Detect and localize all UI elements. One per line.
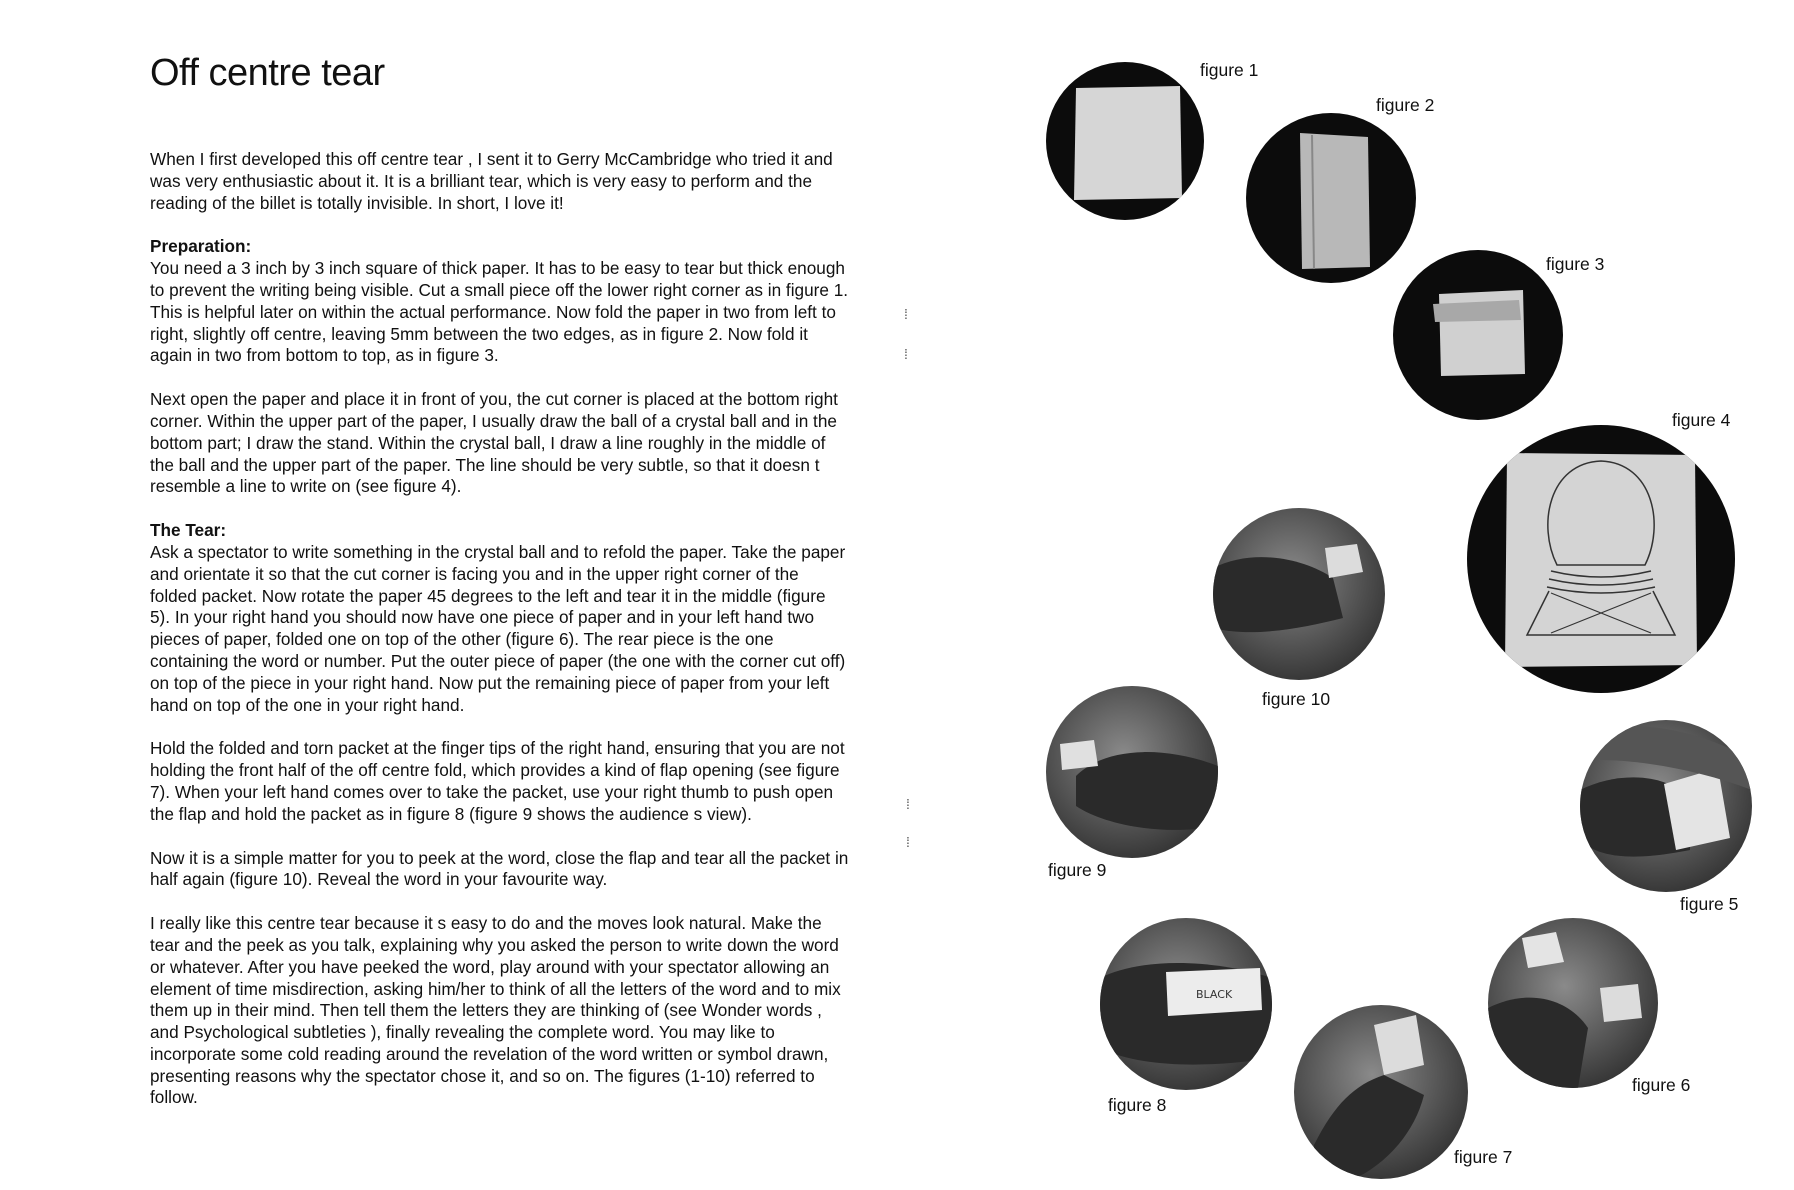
scan-mark: ⁞: [906, 834, 910, 850]
figure-7-label: figure 7: [1454, 1147, 1513, 1167]
tear-text: Ask a spectator to write something in the crystal ball and to refold the paper. Take the paper and orientate it so that the cut corner is facing you and in the upper right corner of the folded packet. Now rotate the paper 45 degrees to the left and tear it in the middle (figure 5). In your right hand you should now have one piece of paper and in your left hand two pieces of paper, folded one on top of the other (figure 6). The rear piece is the one containing the word or number. Put the outer piece of paper (the one with the corner cut off) on top of the piece in your right hand. Now put the remaining piece of paper from your left hand on top of the one in your right hand.: [150, 541, 846, 715]
hold-paragraph: Hold the folded and torn packet at the finger tips of the right hand, ensuring that you are not holding the front half of the off centre fold, which provides a kind of flap opening (see figure 7). When your left hand comes over to take the packet, use your right thumb to push open the flap and hold the packet as in figure 8 (figure 9 shows the audience s view).: [150, 738, 845, 824]
scan-mark: ⁞: [906, 796, 910, 812]
figure-3-label: figure 3: [1546, 254, 1605, 274]
figure-8-label: figure 8: [1108, 1095, 1167, 1115]
figure-10-photo: [1213, 508, 1385, 680]
figure-7-photo: [1294, 1005, 1468, 1179]
peek-slip-icon: [1100, 918, 1272, 1090]
closing-paragraph: I really like this centre tear because it s easy to do and the moves look natural. Make the tear and the peek as you talk, explaining why you asked the person to write down the word or whatever. After you have peeked the word, play around with your spectator allowing an element of time misdirection, asking him/her to think of all the letters of the word and to mix them up in their mind. Then tell them the letters they are thinking of (see Wonder words , and Psychological subtleties ), finally revealing the complete word. You may like to incorporate some cold reading around the revelation of the word written or symbol drawn, presenting reasons why the spectator chose it, and so on. The figures (1-10) referred to follow.: [150, 913, 841, 1108]
scan-mark: ⁞: [904, 346, 908, 362]
folded-paper-icon: [1246, 113, 1416, 283]
hand-tearing-icon: [1580, 720, 1752, 892]
two-hands-pieces-icon: [1488, 918, 1658, 1088]
figure-4-photo: [1467, 425, 1735, 693]
figure-5-photo: [1580, 720, 1752, 892]
folded-paper-icon: [1393, 250, 1563, 420]
text-column: [150, 52, 850, 1131]
figure-3-photo: [1393, 250, 1563, 420]
figure-10-label: figure 10: [1262, 689, 1331, 709]
figure-4-label: figure 4: [1672, 410, 1731, 430]
scan-mark: ⁞: [904, 306, 908, 322]
figure-9-photo: [1046, 686, 1218, 858]
figure-1-label: figure 1: [1200, 60, 1259, 80]
figure-2-photo: [1246, 113, 1416, 283]
figure-1-photo: [1046, 62, 1204, 220]
square-paper-icon: [1046, 62, 1204, 220]
hand-tearing-icon: [1213, 508, 1385, 680]
page-title: Off centre tear: [150, 52, 385, 94]
hand-holding-paper-icon: [1046, 686, 1218, 858]
next-open-paragraph: Next open the paper and place it in front of you, the cut corner is placed at the bottom right corner. Within the upper part of the paper, I usually draw the ball of a crystal ball and in the bottom part; I draw the stand. Within the crystal ball, I draw a line roughly in the middle of the ball and the upper part of the paper. The line should be very subtle, so that it doesn t resemble a line to write on (see figure 4).: [150, 389, 838, 497]
peek-paragraph: Now it is a simple matter for you to peek at the word, close the flap and tear all the packet in half again (figure 10). Reveal the word in your favourite way.: [150, 847, 849, 890]
figure-9-label: figure 9: [1048, 860, 1107, 880]
figure-6-photo: [1488, 918, 1658, 1088]
fingertips-packet-icon: [1294, 1005, 1468, 1179]
tear-section: [150, 520, 850, 716]
preparation-text: You need a 3 inch by 3 inch square of thick paper. It has to be easy to tear but thick enough to prevent the writing being visible. Cut a small piece off the lower right corner as in figure 1. This is helpful later on within the actual performance. Now fold the paper in two from left to right, slightly off centre, leaving 5mm between the two edges, as in figure 2. Now fold it again in two from bottom to top, as in figure 3.: [150, 258, 849, 366]
crystal-ball-drawing-icon: [1467, 425, 1735, 693]
figure-8-photo: [1100, 918, 1272, 1090]
preparation-heading: Preparation:: [150, 236, 252, 257]
preparation-section: [150, 236, 850, 367]
tear-heading: The Tear:: [150, 520, 227, 541]
figure-5-label: figure 5: [1680, 894, 1739, 914]
intro-paragraph: When I first developed this off centre tear , I sent it to Gerry McCambridge who tried it and was very enthusiastic about it. It is a brilliant tear, which is very easy to perform and the reading of the billet is totally invisible. In short, I love it!: [150, 149, 833, 213]
figure-6-label: figure 6: [1632, 1075, 1691, 1095]
slip-text: BLACK: [1196, 988, 1233, 1001]
figure-2-label: figure 2: [1376, 95, 1435, 115]
